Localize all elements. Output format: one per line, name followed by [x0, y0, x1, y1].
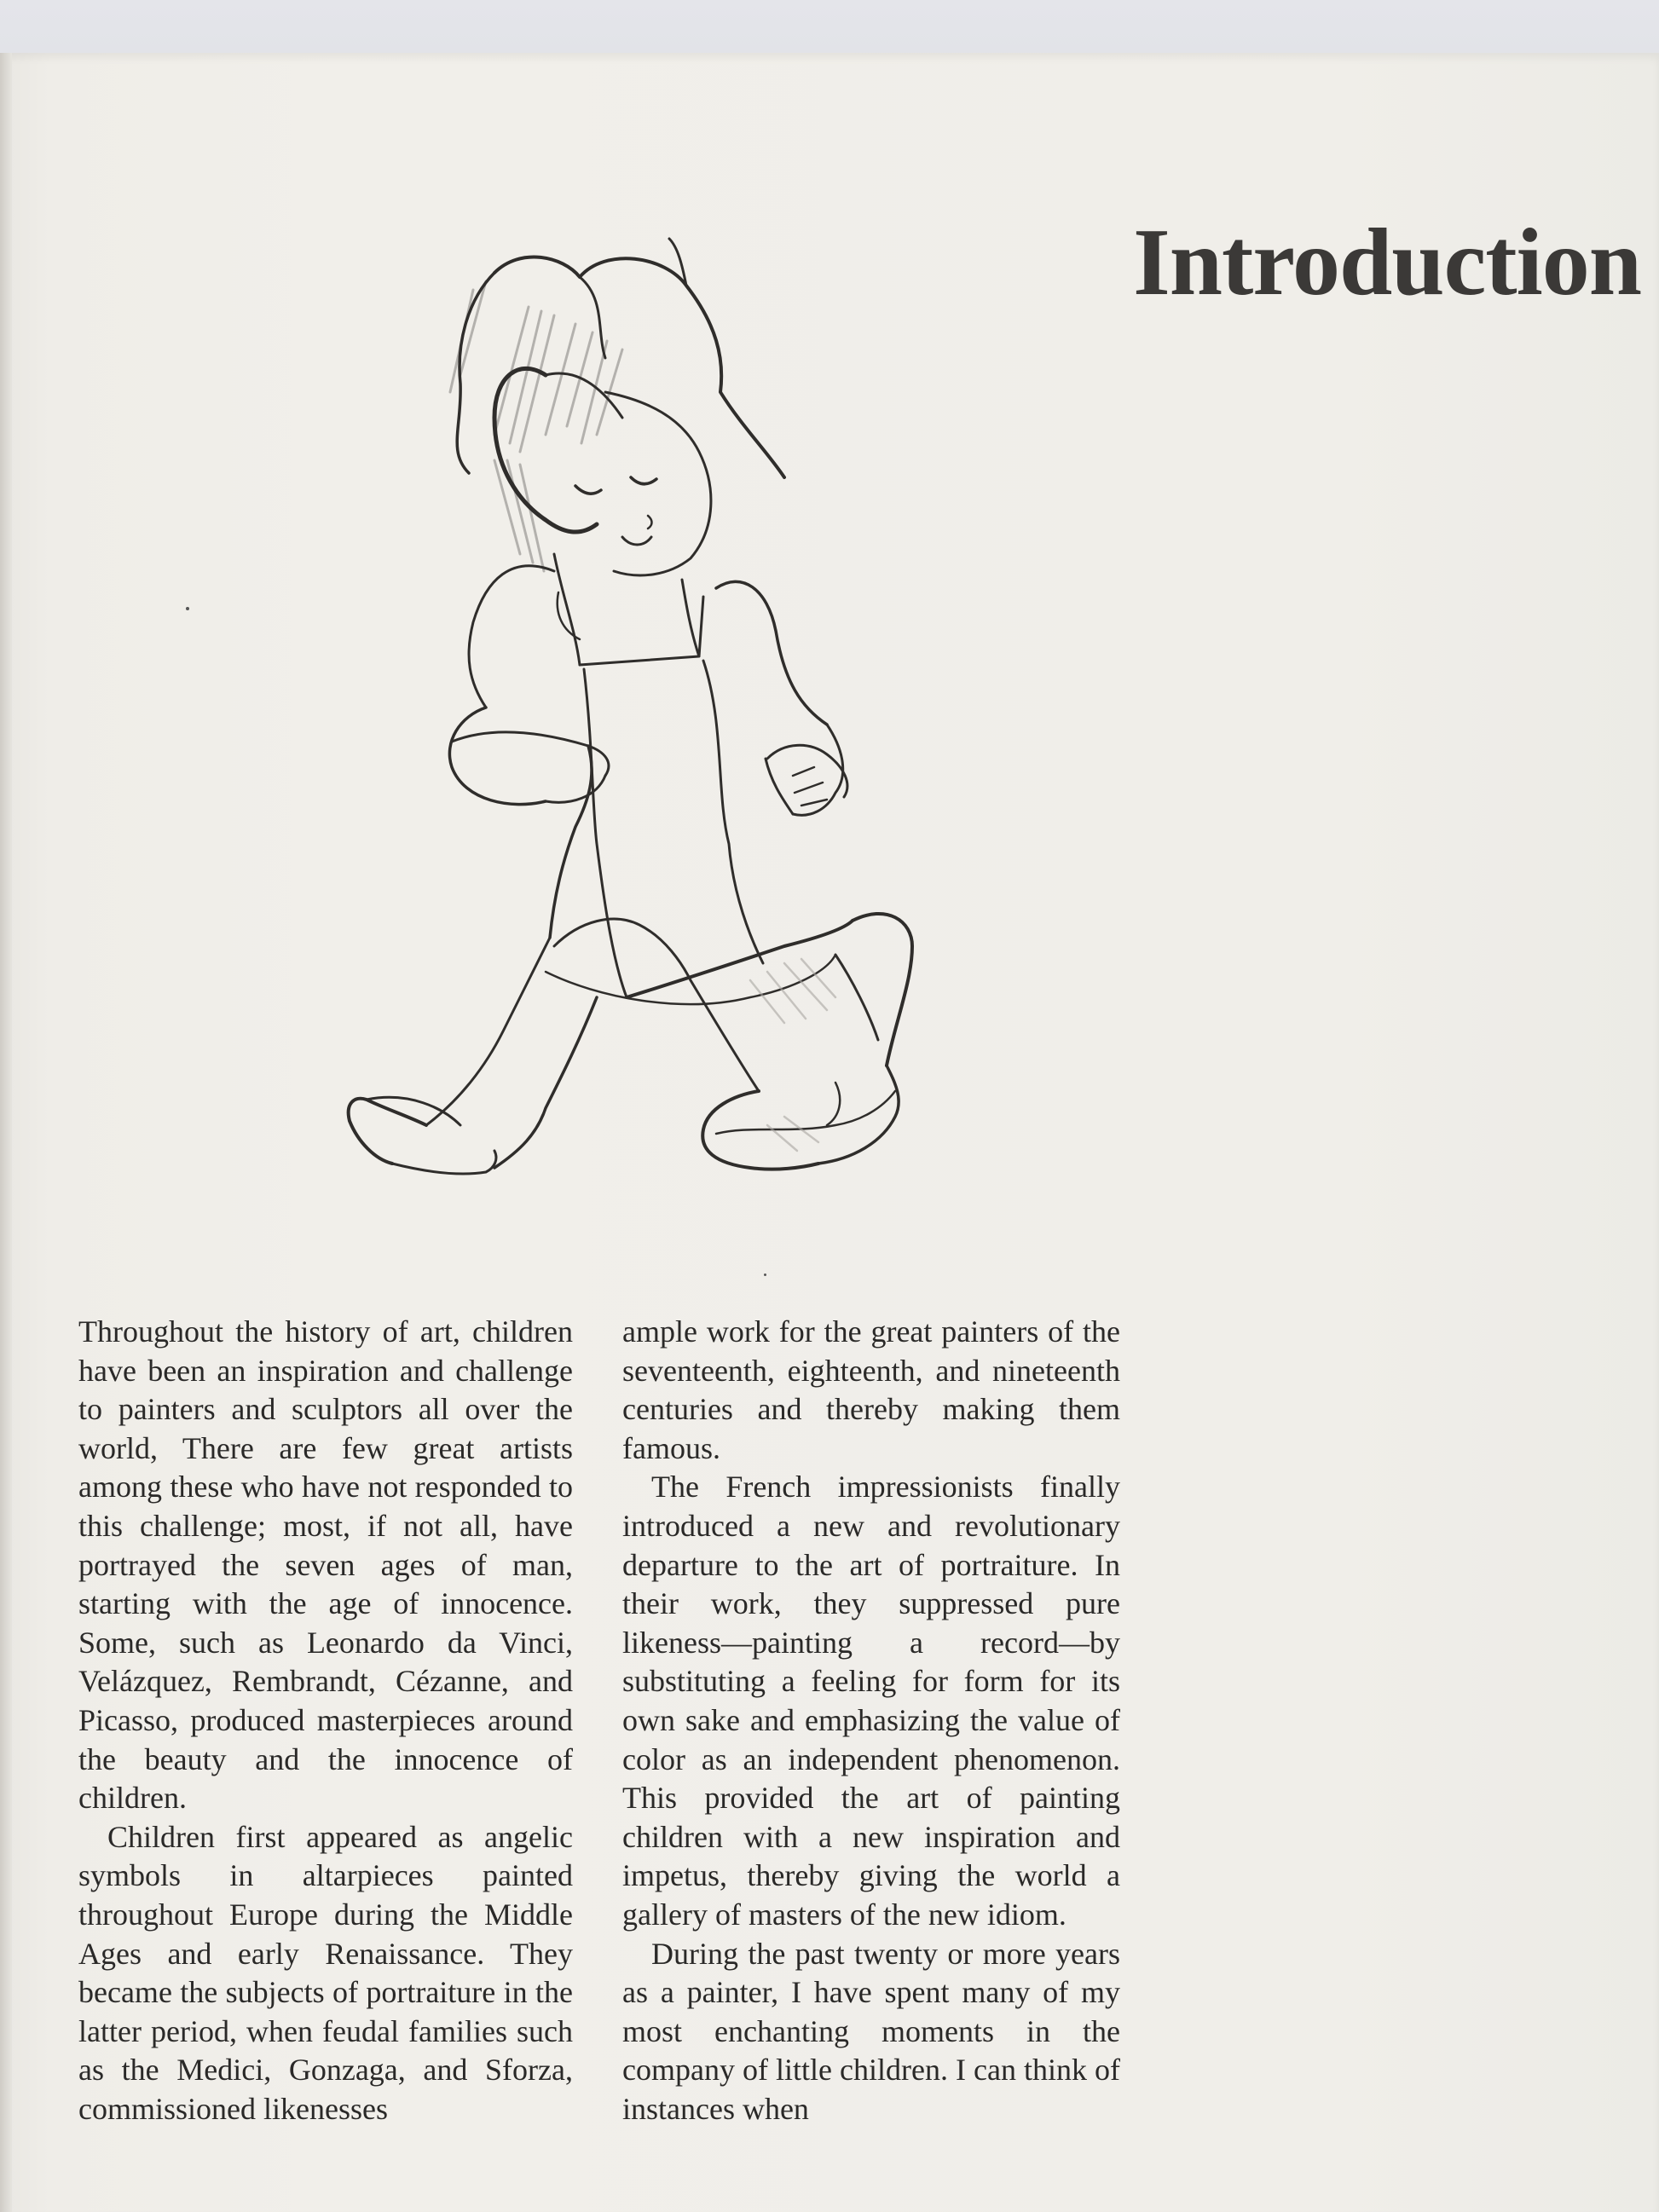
paragraph: The French impressionists finally introduced a new and revolutionary departure to the art of portraiture. In their work, they suppressed pure likeness—painting a record—by substituting a feeling for form for its own sake and emphasizing the value of color as an independent phenomenon. This provided the art of painting children with a new inspiration and impetus, thereby giving the world a gallery of masters of the new idiom. [622, 1470, 1120, 1932]
page-title: Introduction [1133, 210, 1641, 315]
paragraph: Throughout the history of art, children have been an inspiration and challenge to painters and sculptors all over the world, There are few great artists among these who have not responded to this challenge; most, if not all, have portrayed the seven ages of man, starting with the age of innocence. Some, such as Leonardo da Vinci, Velázquez, Rembrandt, Cézanne, and Picasso, produced masterpieces around the beauty and the innocence of children. [78, 1314, 573, 1816]
paragraph: Children first appeared as angelic symbols in altarpieces painted throughout Europe during the Middle Ages and early Renaissance. They became the subjects of portraiture in the latter period, when feudal families such as the Medici, Gonzaga, and Sforza, commissioned likenesses [78, 1819, 573, 2126]
paragraph: ample work for the great painters of the seventeenth, eighteenth, and nineteenth centuries and thereby making them famous. [622, 1314, 1120, 1465]
text-column-left [78, 1313, 573, 2128]
paper-speck [764, 1273, 766, 1276]
paragraph: During the past twenty or more years as a painter, I have spent many of my most enchanting moments in the company of little children. I can think of instances when [622, 1936, 1120, 2126]
page-spine-edge [0, 53, 12, 2212]
paper-speck [186, 607, 189, 610]
text-column-right [622, 1313, 1120, 2128]
child-sketch-illustration [239, 230, 938, 1202]
